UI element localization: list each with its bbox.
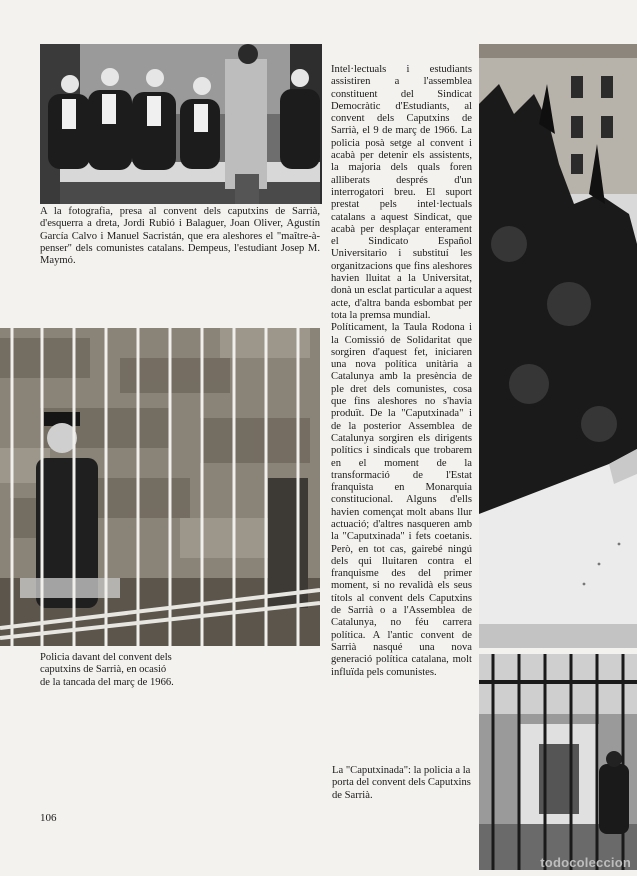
meeting-photo	[40, 44, 322, 204]
police-door-caption: La "Caputxinada": la policia a la porta del convent dels Caputxins de Sarrià.	[332, 765, 471, 801]
meeting-photo-caption: A la fotografia, presa al convent dels caputxins de Sarrià, d'esquerra a dreta, Jordi Rubió i Balaguer, Joan Oliver, Agustín García Calvo i Manuel Sacristán, que era aleshores el "maître-à-penser" dels comunistes catalans. Dempeus, l'estudiant Josep M. Maymó.	[40, 206, 320, 267]
watermark: todocoleccion	[540, 855, 631, 870]
convent-building-photo	[479, 44, 637, 648]
article-paragraph: Intel·lectuals i estudiants assistiren a l'assemblea constituent del Sindicat Democràtic d'Estudiants, al convent dels Caputxins de Sarrià, el 9 de març de 1966. La policia posà setge al convent i acabà per detenir els assistents, la majoria dels quals foren alliberats després d'un interrogatori breu. El suport prestat pels intel·lectuals catalans a aquest Sindicat, que acabà per desplaçar enterament el Sindicato Español Universitario i substituí les organitzacions que fins aleshores havien lluitat a la Universitat, donà un esclat particular a aquest acte, d'altra banda esbombat per tota la premsa mundial.	[331, 64, 472, 321]
police-gate-caption: Policia davant del convent dels caputxins de Sarrià, en ocasió de la tancada del març de 1966.	[40, 652, 174, 688]
article-text	[331, 64, 472, 679]
police-door-photo	[479, 654, 637, 870]
police-gate-photo	[0, 328, 320, 646]
article-paragraph: Políticament, la Taula Rodona i la Comissió de Solidaritat que sorgiren d'aquest fet, iniciaren una nova política unitària a Catalunya amb la presència de ple dret dels comunistes, cosa que fins aleshores no s'havia produït. De la "Caputxinada" i de la posterior Assemblea de Catalunya sorgiren els dirigents polítics i sindicals que trobarem en el moment de la transformació de l'Estat franquista en Monarquia constitucional. Alguns d'ells havien començat molt abans llur actuació; d'altres nasqueren amb la "Caputxinada" i fets coetanis. Però, en tot cas, gairebé ningú dels qui lluitaren contra el franquisme des del primer moment, si no revalidà els seus títols al convent dels Caputxins de Sarrià o a l'Assemblea de Catalunya, no féu carrera política. A l'antic convent de Sarrià nasqué una nova generació política catalana, molt influïda pels comunistes.	[331, 322, 472, 678]
page-number: 106	[40, 812, 57, 824]
